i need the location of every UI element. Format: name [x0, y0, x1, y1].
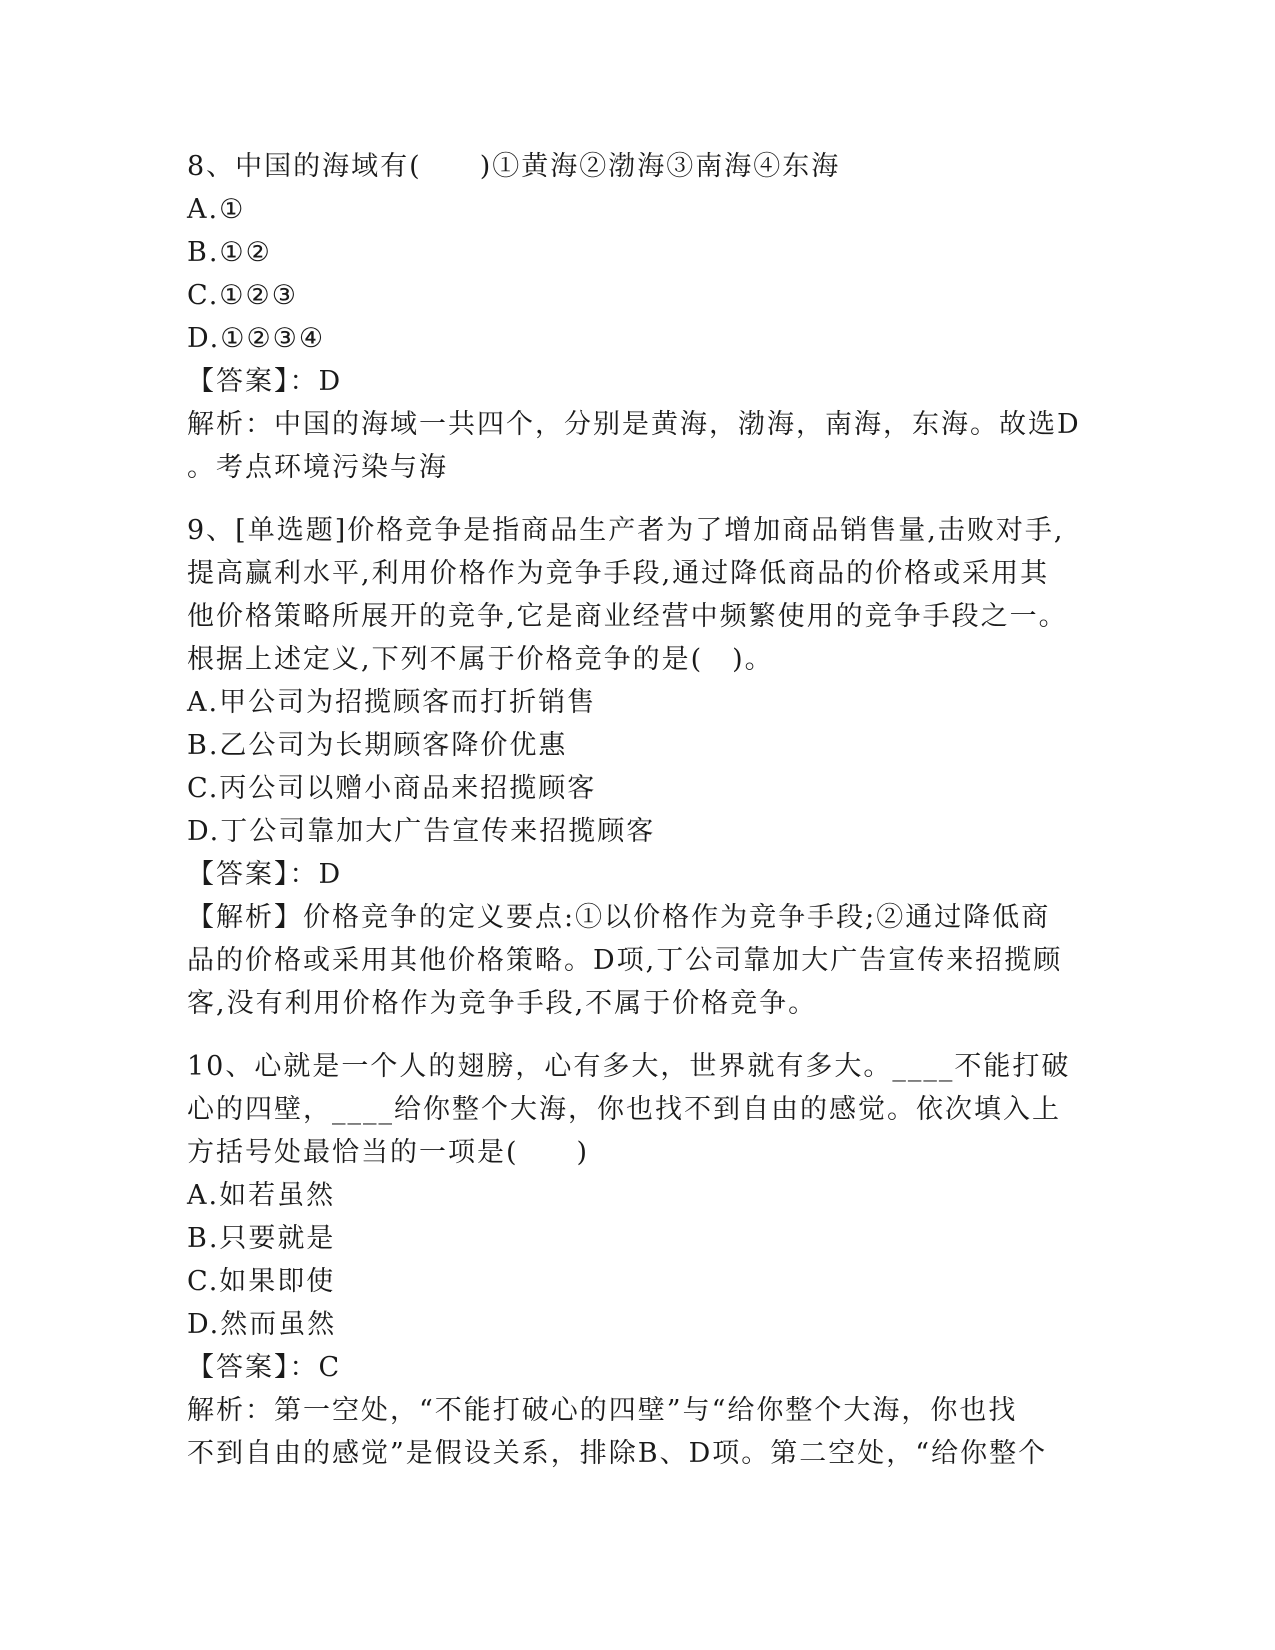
option-b: B.只要就是	[187, 1223, 336, 1254]
question-stem-line: 他价格策略所展开的竞争,它是商业经营中频繁使用的竞争手段之一。	[187, 601, 1068, 632]
explanation-line: 品的价格或采用其他价格策略。D项,丁公司靠加大广告宣传来招揽顾	[187, 945, 1063, 976]
explanation-line: 解析：中国的海域一共四个，分别是黄海，渤海，南海，东海。故选D	[187, 409, 1081, 440]
question-stem-line: 9、[单选题]价格竞争是指商品生产者为了增加商品销售量,击败对手,	[187, 515, 1065, 546]
answer: 【答案】：D	[187, 366, 343, 397]
option-a: A.①	[187, 194, 246, 225]
explanation-line: 解析：第一空处，“不能打破心的四壁”与“给你整个大海，你也找	[187, 1395, 1018, 1426]
question-stem-line: 10、心就是一个人的翅膀，心有多大，世界就有多大。____不能打破	[187, 1051, 1071, 1082]
explanation-line: 不到自由的感觉”是假设关系，排除B、D项。第二空处，“给你整个	[187, 1438, 1048, 1469]
question-stem-line: 提高赢利水平,利用价格作为竞争手段,通过降低商品的价格或采用其	[187, 558, 1050, 589]
option-d: D.①②③④	[187, 323, 326, 354]
question-stem: 8、中国的海域有( )①黄海②渤海③南海④东海	[187, 151, 841, 182]
option-c: C.如果即使	[187, 1266, 336, 1297]
explanation-line: 客,没有利用价格作为竞争手段,不属于价格竞争。	[187, 988, 818, 1019]
option-c: C.①②③	[187, 280, 298, 311]
question-8	[187, 145, 1087, 489]
question-10	[187, 1045, 1087, 1475]
question-stem-line: 心的四壁，____给你整个大海，你也找不到自由的感觉。依次填入上	[187, 1094, 1061, 1125]
option-b: B.①②	[187, 237, 272, 268]
explanation-line: 【解析】价格竞争的定义要点:①以价格作为竞争手段;②通过降低商	[187, 902, 1051, 933]
question-stem-line: 根据上述定义,下列不属于价格竞争的是( )。	[187, 644, 774, 675]
question-spacer	[187, 1025, 1087, 1045]
option-d: D.然而虽然	[187, 1309, 337, 1340]
explanation-line: 。考点环境污染与海	[187, 452, 448, 483]
option-a: A.甲公司为招揽顾客而打折销售	[187, 687, 597, 718]
option-c: C.丙公司以赠小商品来招揽顾客	[187, 773, 597, 804]
answer: 【答案】：D	[187, 859, 343, 890]
question-9	[187, 509, 1087, 1025]
option-b: B.乙公司为长期顾客降价优惠	[187, 730, 568, 761]
option-d: D.丁公司靠加大广告宣传来招揽顾客	[187, 816, 656, 847]
document-page	[187, 145, 1087, 1475]
question-stem-line: 方括号处最恰当的一项是( )	[187, 1137, 590, 1168]
question-spacer	[187, 489, 1087, 509]
answer: 【答案】：C	[187, 1352, 342, 1383]
option-a: A.如若虽然	[187, 1180, 336, 1211]
